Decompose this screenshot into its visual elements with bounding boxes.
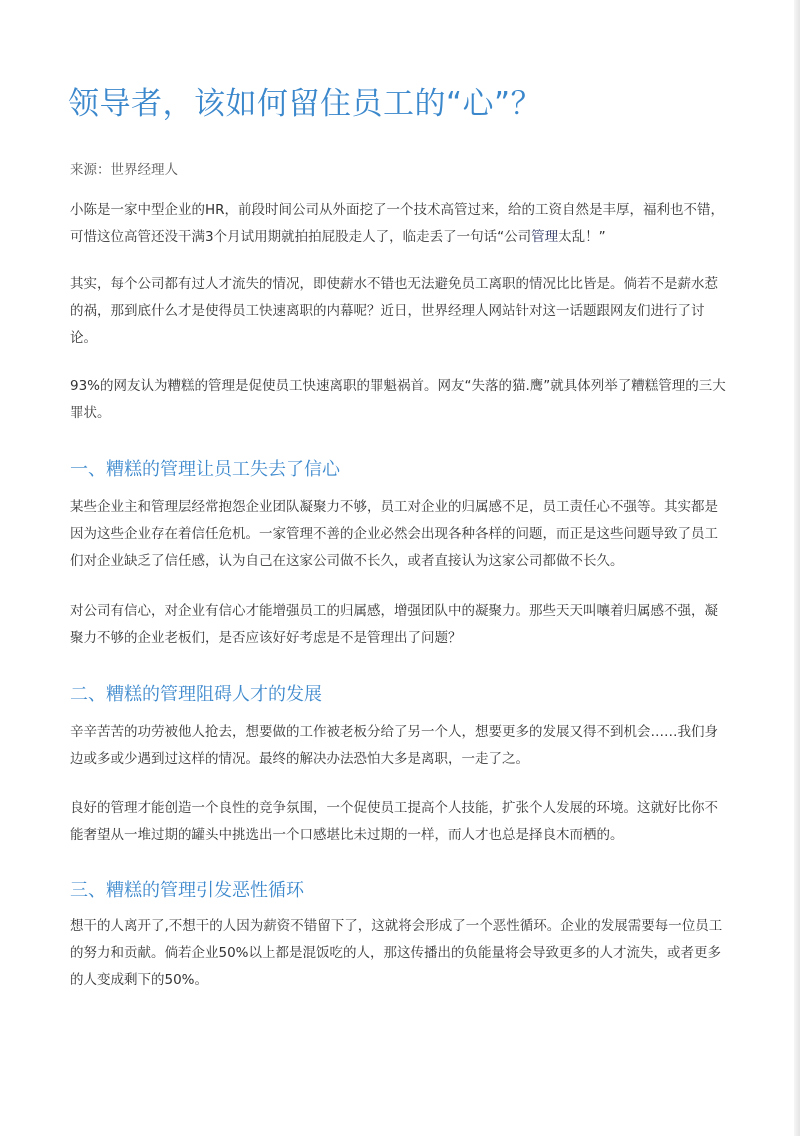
article-title: 领导者，该如何留住员工的“心”？ xyxy=(68,86,543,122)
management-link[interactable]: 管理 xyxy=(531,229,559,245)
section-3-paragraph-1: 想干的人离开了,不想干的人因为薪资不错留下了，这就将会形成了一个恶性循环。企业的发展需要每一位员工的努力和贡献。倘若企业50%以上都是混饭吃的人，那这传播出的负能量将会导致更多的人才流失，或者更多的人变成剩下的50%。 xyxy=(70,918,723,988)
section-1-paragraph-2: 对公司有信心，对企业有信心才能增强员工的归属感，增强团队中的凝聚力。那些天天叫嚷着归属感不强，凝聚力不够的企业老板们，是否应该好好考虑是不是管理出了问题？ xyxy=(70,603,718,646)
section-1-paragraph-1: 某些企业主和管理层经常抱怨企业团队凝聚力不够，员工对企业的归属感不足，员工责任心不强等。其实都是因为这些企业存在着信任危机。一家管理不善的企业必然会出现各种各样的问题，而正是这些问题导致了员工们对企业缺乏了信任感，认为自己在这家公司做不长久，或者直接认为这家公司都做不长久。 xyxy=(70,499,718,569)
section-2-paragraph-1: 辛辛苦苦的功劳被他人抢去，想要做的工作被老板分给了另一个人，想要更多的发展又得不到机会……我们身边或多或少遇到过这样的情况。最终的解决办法恐怕大多是离职，一走了之。 xyxy=(70,724,718,767)
paragraph-3: 93%的网友认为糟糕的管理是促使员工快速离职的罪魁祸首。网友“失落的猫.鹰”就具体列举了糟糕管理的三大罪状。 xyxy=(70,378,726,421)
intro-paragraph xyxy=(70,197,730,251)
section-heading-1: 一、糟糕的管理让员工失去了信心 xyxy=(70,459,340,480)
intro-text-after: 太乱！” xyxy=(558,229,606,245)
intro-text-before: 小陈是一家中型企业的HR，前段时间公司从外面挖了一个技术高管过来，给的工资自然是丰厚，福利也不错，可惜这位高管还没干满3个月试用期就拍拍屁股走人了，临走丢了一句话“公司 xyxy=(70,202,725,245)
paragraph-2: 其实，每个公司都有过人才流失的情况，即使薪水不错也无法避免员工离职的情况比比皆是。倘若不是薪水惹的祸，那到底什么才是使得员工快速离职的内幕呢？近日，世界经理人网站针对这一话题跟网友们进行了讨论。 xyxy=(70,276,718,346)
section-heading-3: 三、糟糕的管理引发恶性循环 xyxy=(70,880,304,901)
article-source: 来源：世界经理人 xyxy=(70,162,178,178)
section-2-paragraph-2: 良好的管理才能创造一个良性的竞争氛围，一个促使员工提高个人技能，扩张个人发展的环境。这就好比你不能奢望从一堆过期的罐头中挑选出一个口感堪比未过期的一样，而人才也总是择良木而栖的。 xyxy=(70,800,718,843)
section-heading-2: 二、糟糕的管理阻碍人才的发展 xyxy=(70,684,322,705)
